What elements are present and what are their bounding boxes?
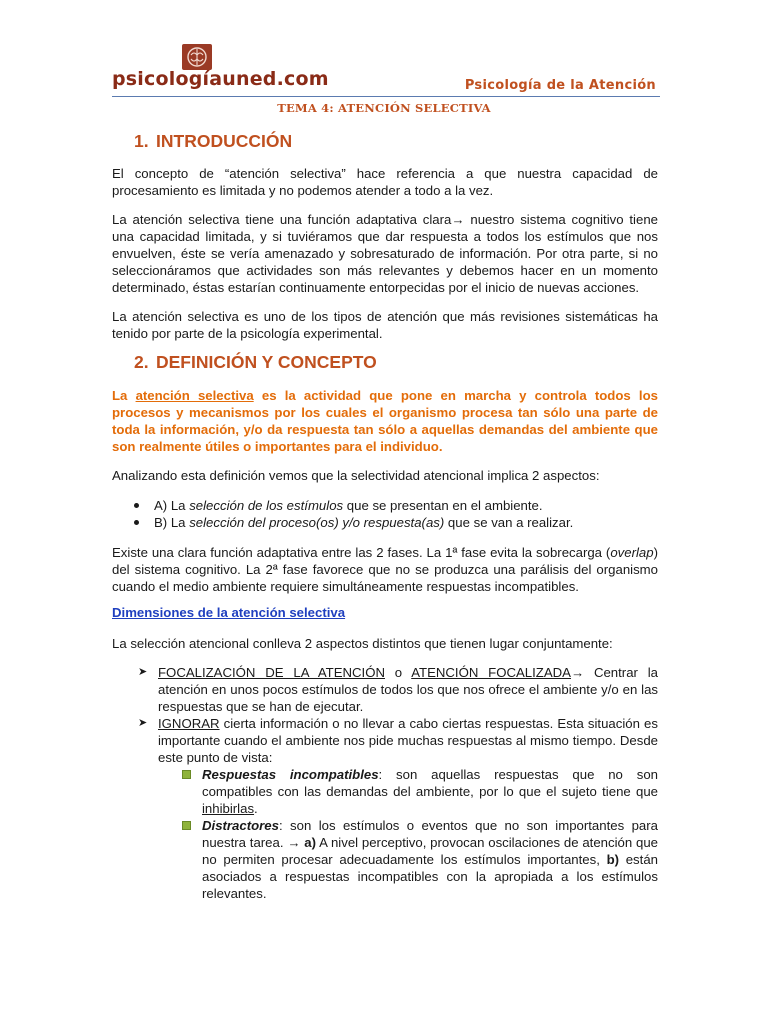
definition-term: atención selectiva (135, 388, 254, 403)
list-item-text: Distractores: son los estímulos o eventos que no son importantes para nuestra tarea. → a) A nivel perceptivo, provocan oscilaciones de atención que no permiten procesar adecuadamente los estímulos importantes, b) están asociados a respuestas incompatibles con la apropiada a los estímulos relevantes. (202, 818, 658, 901)
bullet-icon (134, 503, 139, 508)
section-number: 1. (134, 131, 149, 151)
course-title: Psicología de la Atención (464, 78, 656, 93)
definition-paragraph (112, 387, 658, 455)
paragraph-revisiones: La atención selectiva es uno de los tipos de atención que más revisiones sistemáticas ha tenido por parte de la psicología experimental. (112, 309, 658, 341)
section-number: 2. (134, 352, 149, 372)
section-title: INTRODUCCIÓN (156, 131, 293, 151)
paragraph-text: La atención selectiva tiene una función adaptativa clara (112, 212, 452, 227)
square-bullet-icon (182, 821, 191, 830)
list-item-text: Respuestas incompatibles: son aquellas respuestas que no son compatibles con las demandas del ambiente, por lo que el sujeto tiene que inhibirlas. (202, 767, 658, 816)
arrow-icon: → (287, 835, 301, 850)
definition-text: La (112, 388, 136, 403)
arrowhead-bullet-icon: ➤ (138, 666, 148, 678)
brain-icon (182, 44, 212, 70)
bullet-icon (134, 520, 139, 525)
list-item-text: IGNORAR cierta información o no llevar a cabo ciertas respuestas. Esta situación es importante cuando el ambiente nos pide muchas respuestas al mismo tiempo. Desde este punto de vista: (158, 716, 658, 765)
section-heading-definicion (134, 352, 377, 373)
square-bullet-icon (182, 770, 191, 779)
arrow-icon: → (451, 212, 465, 227)
list-item-text: A) La selección de los estímulos que se presentan en el ambiente. (154, 498, 543, 513)
subsection-link-dimensiones[interactable]: Dimensiones de la atención selectiva (112, 605, 346, 620)
list-item-text: B) La selección del proceso(os) y/o respuesta(as) que se van a realizar. (154, 515, 574, 530)
header-divider (112, 96, 660, 97)
arrowhead-bullet-icon: ➤ (138, 717, 148, 729)
paragraph-text: nuestro sistema cognitivo tiene una capacidad limitada, y si tuviéramos que dar respuesta a todos los estímulos que nos envuelven, éste se vería amenazado y sobresaturado de información. Por otra parte, si no seleccionáramos que actividades son más relevantes y debemos hacer en un momento determinado, éstas estarían continuamente entorpecidas por el inicio de nuevas acciones. (112, 212, 658, 295)
topic-title: TEMA 4: ATENCIÓN SELECTIVA (277, 101, 491, 115)
paragraph-funcion-adaptativa (112, 211, 658, 296)
definition-text: es la actividad que pone en marcha y controla todos los procesos y mecanismos por los cuales el organismo procesa tan sólo una parte de toda la información, y/o da respuesta tan sólo a aquellas demandas del ambiente que son realmente útiles o importantes para el individuo. (112, 388, 658, 454)
paragraph-analiza: Analizando esta definición vemos que la selectividad atencional implica 2 aspectos: (112, 468, 600, 483)
arrow-icon: → (570, 665, 585, 680)
section-heading-introduccion (134, 131, 292, 152)
list-item-text: FOCALIZACIÓN DE LA ATENCIÓN o ATENCIÓN FOCALIZADA→ Centrar la atención en unos pocos estímulos de todos los que nos ofrece el ambiente y/o en las respuestas que se han de ejecutar. (158, 665, 658, 714)
paragraph-seleccion: La selección atencional conlleva 2 aspectos distintos que tienen lugar conjuntamente: (112, 636, 613, 651)
paragraph-concepto: El concepto de “atención selectiva” hace referencia a que nuestra capacidad de procesamiento es limitada y no podemos atender a todo a la vez. (112, 166, 658, 198)
paragraph-fases: Existe una clara función adaptativa entre las 2 fases. La 1ª fase evita la sobrecarga (overlap) del sistema cognitivo. La 2ª fase favorece que no se produzca una parálisis del organismo cuando el medio ambiente requiere simultáneamente respuestas incompatibles. (112, 545, 658, 594)
section-title: DEFINICIÓN Y CONCEPTO (156, 352, 377, 372)
site-logo[interactable] (112, 44, 329, 96)
site-name: psicologíauned.com (112, 68, 329, 90)
